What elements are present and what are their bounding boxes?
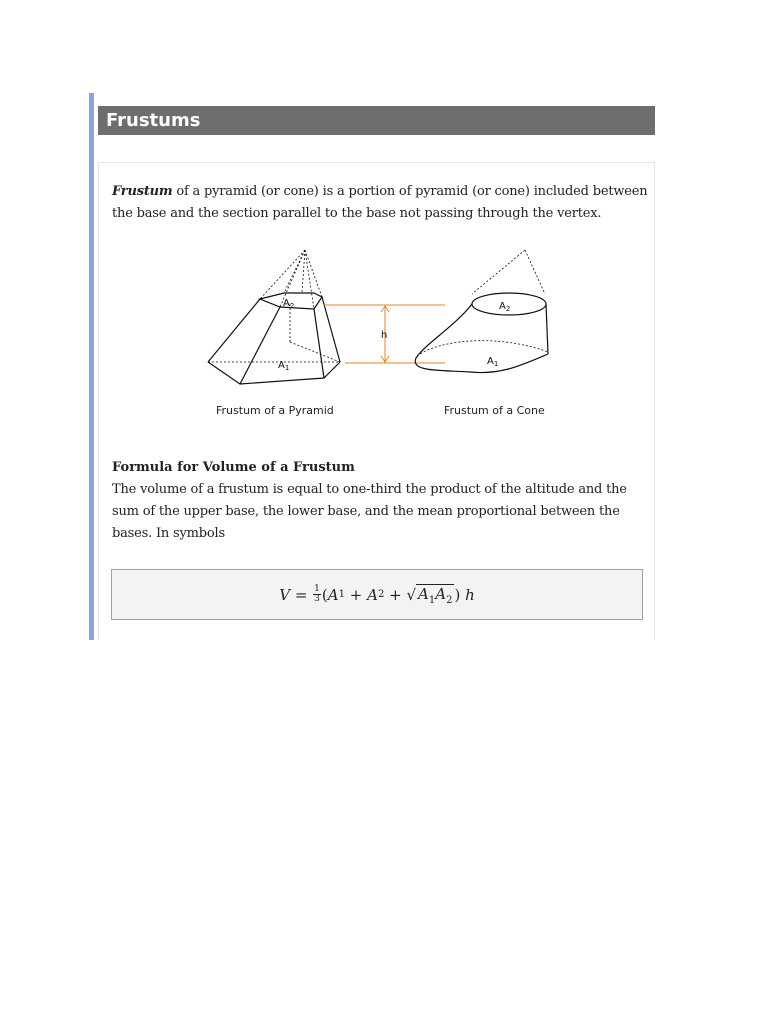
- pyramid-a2-label: $A_2$: [283, 298, 295, 310]
- formula-equals: =: [294, 585, 308, 604]
- frustum-figure: [200, 244, 560, 424]
- formula-radicand: [416, 584, 454, 606]
- formula-fraction: [313, 585, 321, 604]
- section-accent-bar: [89, 93, 94, 640]
- intro-term: Frustum: [112, 184, 173, 199]
- formula-a2-sub: 2: [377, 589, 385, 600]
- formula-a1-sub: 1: [338, 589, 345, 600]
- cone-a2-label: $A_2$: [499, 301, 511, 313]
- formula-close-paren: ): [454, 585, 461, 604]
- volume-formula: [111, 569, 643, 620]
- frustum-diagram: [200, 244, 560, 424]
- section-title: Frustums: [106, 110, 201, 131]
- formula-heading: Formula for Volume of a Frustum: [112, 460, 355, 475]
- formula-plus-1: +: [349, 585, 363, 604]
- formula-v: V: [279, 585, 291, 604]
- pyramid-caption: Frustum of a Pyramid: [216, 404, 334, 417]
- radicand-a1: A: [418, 584, 429, 603]
- cone-a1-label: $A_1$: [487, 356, 499, 368]
- cone-frustum-drawing: [415, 250, 548, 373]
- radicand-a1-sub: 1: [428, 594, 436, 606]
- formula-plus-2: +: [389, 585, 402, 604]
- pyramid-frustum-drawing: [208, 250, 340, 384]
- fraction-denominator: 3: [314, 594, 320, 604]
- cone-caption: Frustum of a Cone: [444, 404, 545, 417]
- formula-a2: A: [367, 585, 378, 604]
- formula-description: The volume of a frustum is equal to one-third the product of the altitude and the sum of the upper base, the lower base, and the mean proportional between the bases. In symbols: [112, 482, 627, 541]
- formula-open-paren: (: [321, 585, 328, 604]
- sqrt-icon: √: [406, 585, 417, 604]
- formula-a1: A: [327, 585, 339, 604]
- formula-h: h: [465, 585, 475, 604]
- intro-text: of a pyramid (or cone) is a portion of pyramid (or cone) included between the base and the section parallel to the base not passing through the vertex.: [112, 184, 648, 221]
- section-header: [98, 106, 655, 135]
- pyramid-a1-label: $A_1$: [278, 360, 290, 372]
- radicand-a2: A: [435, 584, 447, 603]
- fraction-numerator: 1: [314, 584, 320, 594]
- radicand-a2-sub: 2: [446, 594, 453, 606]
- height-label: h: [381, 330, 388, 341]
- intro-paragraph: [112, 181, 648, 225]
